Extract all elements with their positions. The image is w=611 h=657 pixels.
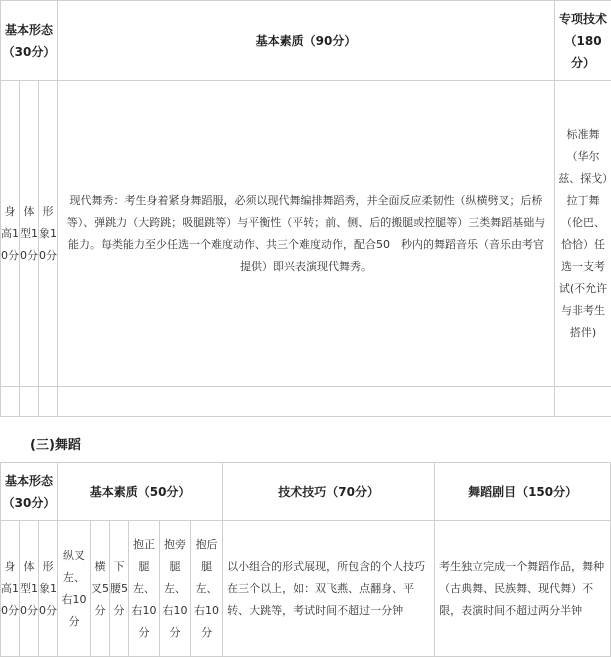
section-heading-dance: (三)舞蹈 xyxy=(30,438,81,453)
header2-basic-form-score: （30分） xyxy=(2,495,56,510)
cell-modern-dance-description: 现代舞秀：考生身着紧身舞蹈服，必须以现代舞编排舞蹈秀，并全面反应柔韧性（纵横劈叉；后桥等）、弹跳力（大跨跳；吸腿跳等）与平衡性（平转；前、侧、后的搬腿或控腿等）三类舞蹈基础与能力。每类能力至少任选一个难度动作、共三个难度动作，配合50 秒内的舞蹈音乐（音乐由考官提供）即兴表演现代舞秀。 xyxy=(58,81,555,387)
header2-technique: 技术技巧（70分） xyxy=(223,463,435,521)
empty-cell xyxy=(20,387,39,417)
cell2-technique-description: 以小组合的形式展现，所包含的个人技巧在三个以上，如：双飞燕、点翻身、平转、大跳等，考试时间不超过一分钟 xyxy=(223,521,435,657)
cell2-image: 形象10分 xyxy=(39,521,58,657)
header2-basic-quality: 基本素质（50分） xyxy=(58,463,223,521)
cell2-back-leg: 抱后腿左、右10分 xyxy=(191,521,223,657)
header-basic-form xyxy=(1,1,58,81)
cell2-repertoire-description: 考生独立完成一个舞蹈作品，舞种（古典舞、民族舞、现代舞）不限，表演时间不超过两分半钟 xyxy=(435,521,611,657)
empty-cell xyxy=(58,387,555,417)
header-special-skill xyxy=(555,1,611,81)
empty-cell xyxy=(1,387,20,417)
header-special-skill-score2: 分） xyxy=(571,55,596,70)
cell2-front-leg: 抱正腿左、右10分 xyxy=(129,521,160,657)
header-basic-form-score: （30分） xyxy=(2,44,56,59)
header-special-skill-label: 专项技术 xyxy=(559,11,608,26)
cell2-bridge: 下腰5分 xyxy=(110,521,129,657)
cell2-height: 身高10分 xyxy=(1,521,20,657)
cell2-split: 纵叉左、右10分 xyxy=(58,521,91,657)
cell-body-type: 体型10分 xyxy=(20,81,39,387)
empty-cell xyxy=(39,387,58,417)
cell-height: 身高10分 xyxy=(1,81,20,387)
cell2-body-type: 体型10分 xyxy=(20,521,39,657)
header2-basic-form xyxy=(1,463,58,521)
cell2-horizontal-split: 横叉5分 xyxy=(91,521,110,657)
cell2-side-leg: 抱旁腿左、右10分 xyxy=(160,521,191,657)
header-special-skill-score: （180 xyxy=(564,33,602,48)
header-basic-quality: 基本素质（90分） xyxy=(58,1,555,81)
header-basic-form-label: 基本形态 xyxy=(5,22,54,37)
cell-special-skill: 标准舞（华尔兹、探戈）拉丁舞（伦巴、恰恰）任选一支考试(不允许与非考生搭伴) xyxy=(555,81,611,387)
empty-cell xyxy=(555,387,611,417)
header2-basic-form-label: 基本形态 xyxy=(5,473,54,488)
exam-table-dance xyxy=(0,462,611,657)
cell-image: 形象10分 xyxy=(39,81,58,387)
header2-repertoire: 舞蹈剧目（150分） xyxy=(435,463,611,521)
